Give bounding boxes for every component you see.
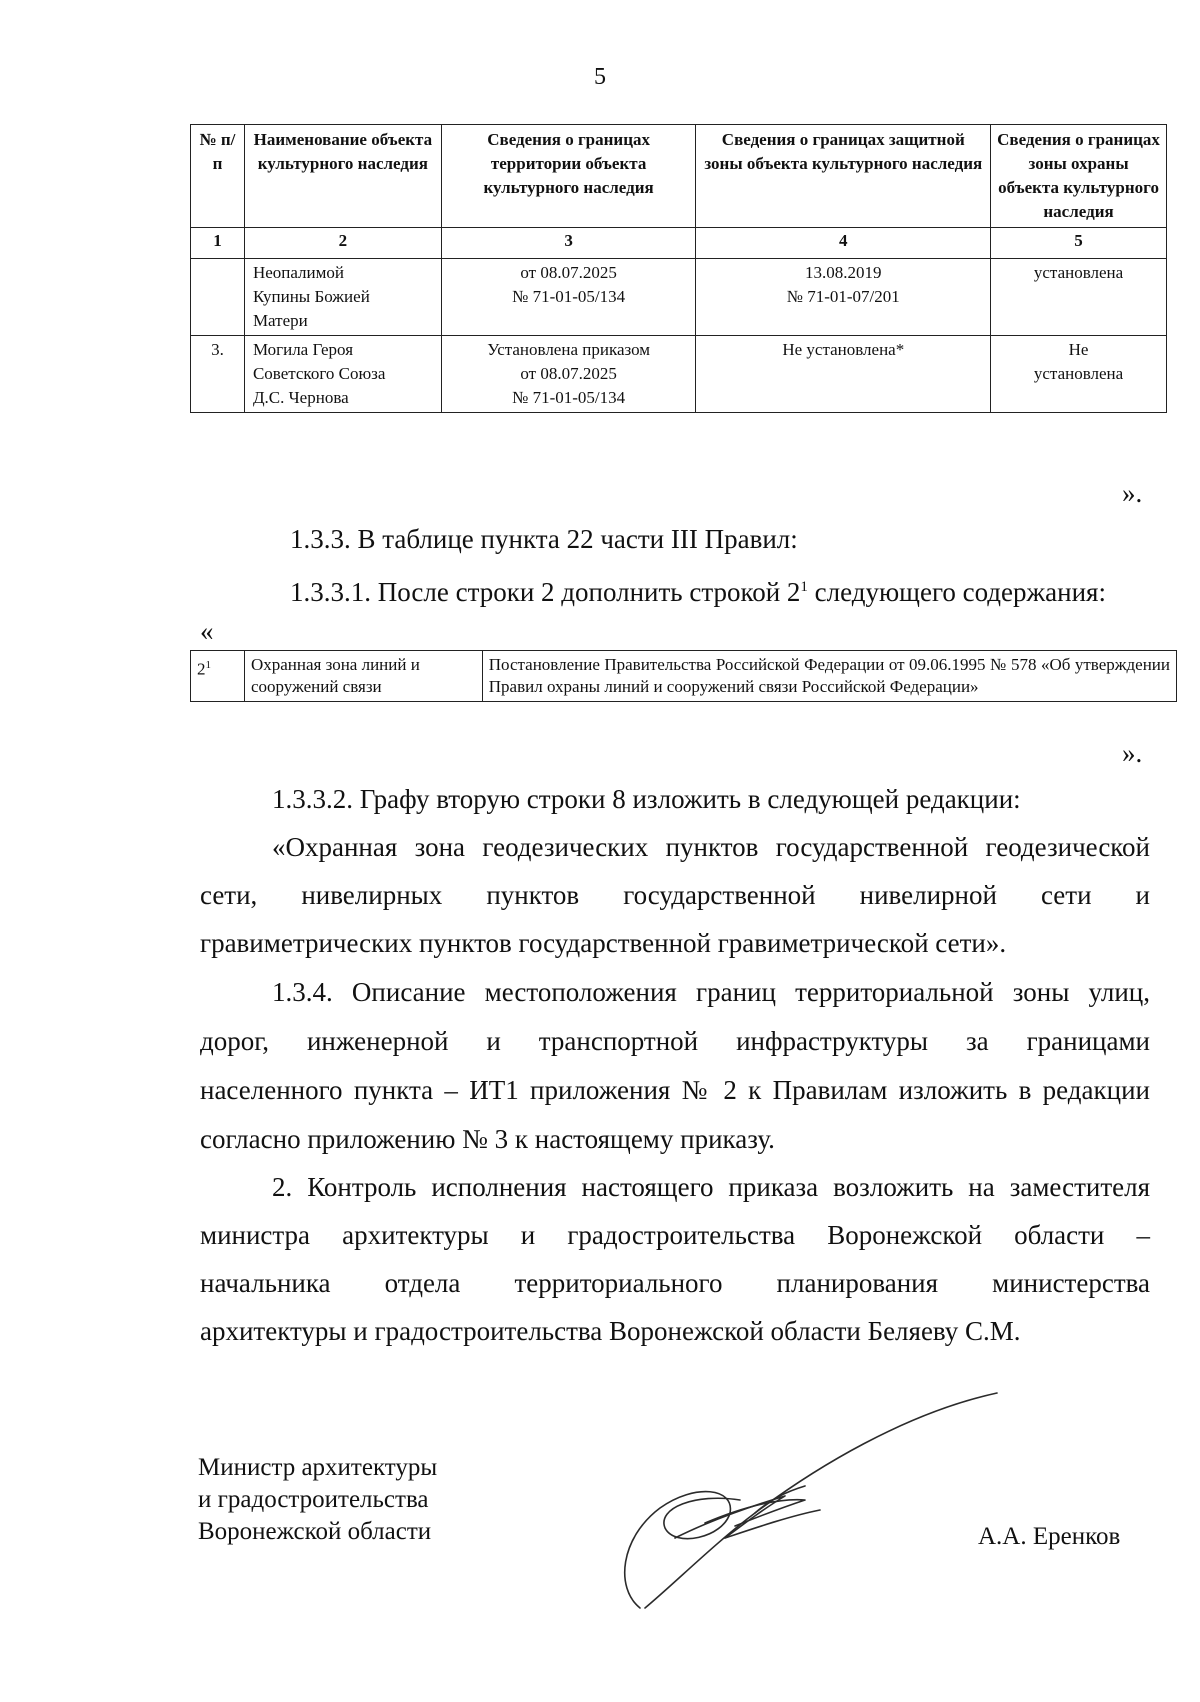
- cell-line: Неопалимой: [252, 263, 344, 282]
- column-number: 3: [441, 228, 696, 259]
- zone-name-cell: Охранная зона линий и сооружений связи: [244, 651, 482, 702]
- superscript: 1: [800, 579, 808, 595]
- cell-line: установлена: [1033, 364, 1124, 383]
- paragraph-1-3-3: 1.3.3. В таблице пункта 22 части III Правил:: [290, 524, 798, 554]
- cell-line: установлена: [1033, 263, 1124, 282]
- table-header-row: [191, 125, 1167, 228]
- heritage-table: [190, 124, 1167, 413]
- row-number: [191, 259, 245, 336]
- cell-line: Могила Героя: [252, 340, 354, 359]
- paragraph-text: 1.3.3.1. После строки 2 дополнить строкой 2: [290, 577, 801, 607]
- cell-line: от 08.07.2025: [520, 263, 617, 282]
- column-number: 4: [696, 228, 991, 259]
- protective-zone-cell: [696, 259, 991, 336]
- position-line: и градостроительства: [198, 1486, 429, 1513]
- table-row: [191, 651, 1177, 702]
- object-name-cell: [244, 259, 441, 336]
- quote-paragraph-line: гравиметрических пунктов государственной гравиметрической сети».: [200, 928, 1007, 958]
- header-cell-num: № п/п: [191, 125, 245, 228]
- cell-line: от 08.07.2025: [520, 364, 617, 383]
- header-cell-name: Наименование объекта культурного наследия: [244, 125, 441, 228]
- table-row: [191, 259, 1167, 336]
- protective-zone-cell: [696, 336, 991, 413]
- cell-line: № 71-01-07/201: [786, 287, 900, 306]
- opening-quote: «: [200, 616, 214, 646]
- paragraph-text: следующего содержания:: [807, 577, 1106, 607]
- paragraph-1-3-3-2: 1.3.3.2. Графу вторую строки 8 изложить в следующей редакции:: [272, 784, 1021, 814]
- cell-line: 13.08.2019: [805, 263, 882, 282]
- paragraph-1-3-4-line: согласно приложению № 3 к настоящему приказу.: [200, 1124, 775, 1154]
- cell-line: № 71-01-05/134: [512, 388, 626, 407]
- column-number-row: [191, 228, 1167, 259]
- column-number: 2: [244, 228, 441, 259]
- cell-line: Установлена приказом: [487, 340, 651, 359]
- position-line: Министр архитектуры: [198, 1454, 438, 1481]
- page-number: 5: [594, 64, 606, 90]
- quote-paragraph-line: сети, нивелирных пунктов государственной нивелирной сети и: [200, 880, 1150, 910]
- paragraph-2-line: начальника отдела территориального планирования министерства: [200, 1268, 1150, 1298]
- cell-line: Советского Союза: [252, 364, 386, 383]
- cell-line: Не установлена*: [782, 340, 905, 359]
- position-line: Воронежской области: [198, 1518, 432, 1545]
- cell-line: Не: [1068, 340, 1089, 359]
- territory-cell: [441, 336, 696, 413]
- cell-line: Д.С. Чернова: [252, 388, 349, 407]
- signatory-name: А.А. Еренков: [978, 1523, 1121, 1550]
- paragraph-2-line: архитектуры и градостроительства Воронежской области Беляеву С.М.: [200, 1316, 1021, 1346]
- header-cell-protective-zone: Сведения о границах защитной зоны объекта культурного наследия: [696, 125, 991, 228]
- superscript: 1: [205, 659, 211, 671]
- object-name-cell: [244, 336, 441, 413]
- paragraph-2-line: 2. Контроль исполнения настоящего приказа возложить на заместителя: [272, 1172, 1150, 1202]
- signatory-position: [198, 1452, 437, 1548]
- closing-quote: ».: [1122, 738, 1143, 768]
- territory-cell: [441, 259, 696, 336]
- paragraph-2-line: министра архитектуры и градостроительства Воронежской области –: [200, 1220, 1150, 1250]
- column-number: 1: [191, 228, 245, 259]
- cell-line: Матери: [252, 311, 308, 330]
- paragraph-1-3-4-line: 1.3.4. Описание местоположения границ территориальной зоны улиц,: [272, 977, 1150, 1007]
- protection-zone-cell: [991, 259, 1167, 336]
- rules-table-row: [190, 650, 1177, 702]
- paragraph-1-3-4-line: дорог, инженерной и транспортной инфраструктуры за границами: [200, 1026, 1150, 1056]
- row-number: 3.: [191, 336, 245, 413]
- handwritten-signature: [605, 1388, 1000, 1623]
- protection-zone-cell: [991, 336, 1167, 413]
- cell-line: Купины Божией: [252, 287, 370, 306]
- paragraph-1-3-3-1: [290, 572, 1106, 607]
- paragraph-1-3-4-line: населенного пункта – ИТ1 приложения № 2 к Правилам изложить в редакции: [200, 1075, 1150, 1105]
- table-row: [191, 336, 1167, 413]
- header-cell-territory: Сведения о границах территории объекта культурного наследия: [441, 125, 696, 228]
- header-cell-protection-zone: Сведения о границах зоны охраны объекта культурного наследия: [991, 125, 1167, 228]
- row-number: [191, 651, 245, 702]
- row-number-text: 2: [197, 659, 206, 679]
- cell-line: № 71-01-05/134: [512, 287, 626, 306]
- quote-paragraph-line: «Охранная зона геодезических пунктов государственной геодезической: [272, 832, 1150, 862]
- closing-quote: ».: [1122, 478, 1143, 508]
- basis-cell: Постановление Правительства Российской Федерации от 09.06.1995 № 578 «Об утверждении Правил охраны линий и сооружений связи Российской Федерации»: [482, 651, 1176, 702]
- column-number: 5: [991, 228, 1167, 259]
